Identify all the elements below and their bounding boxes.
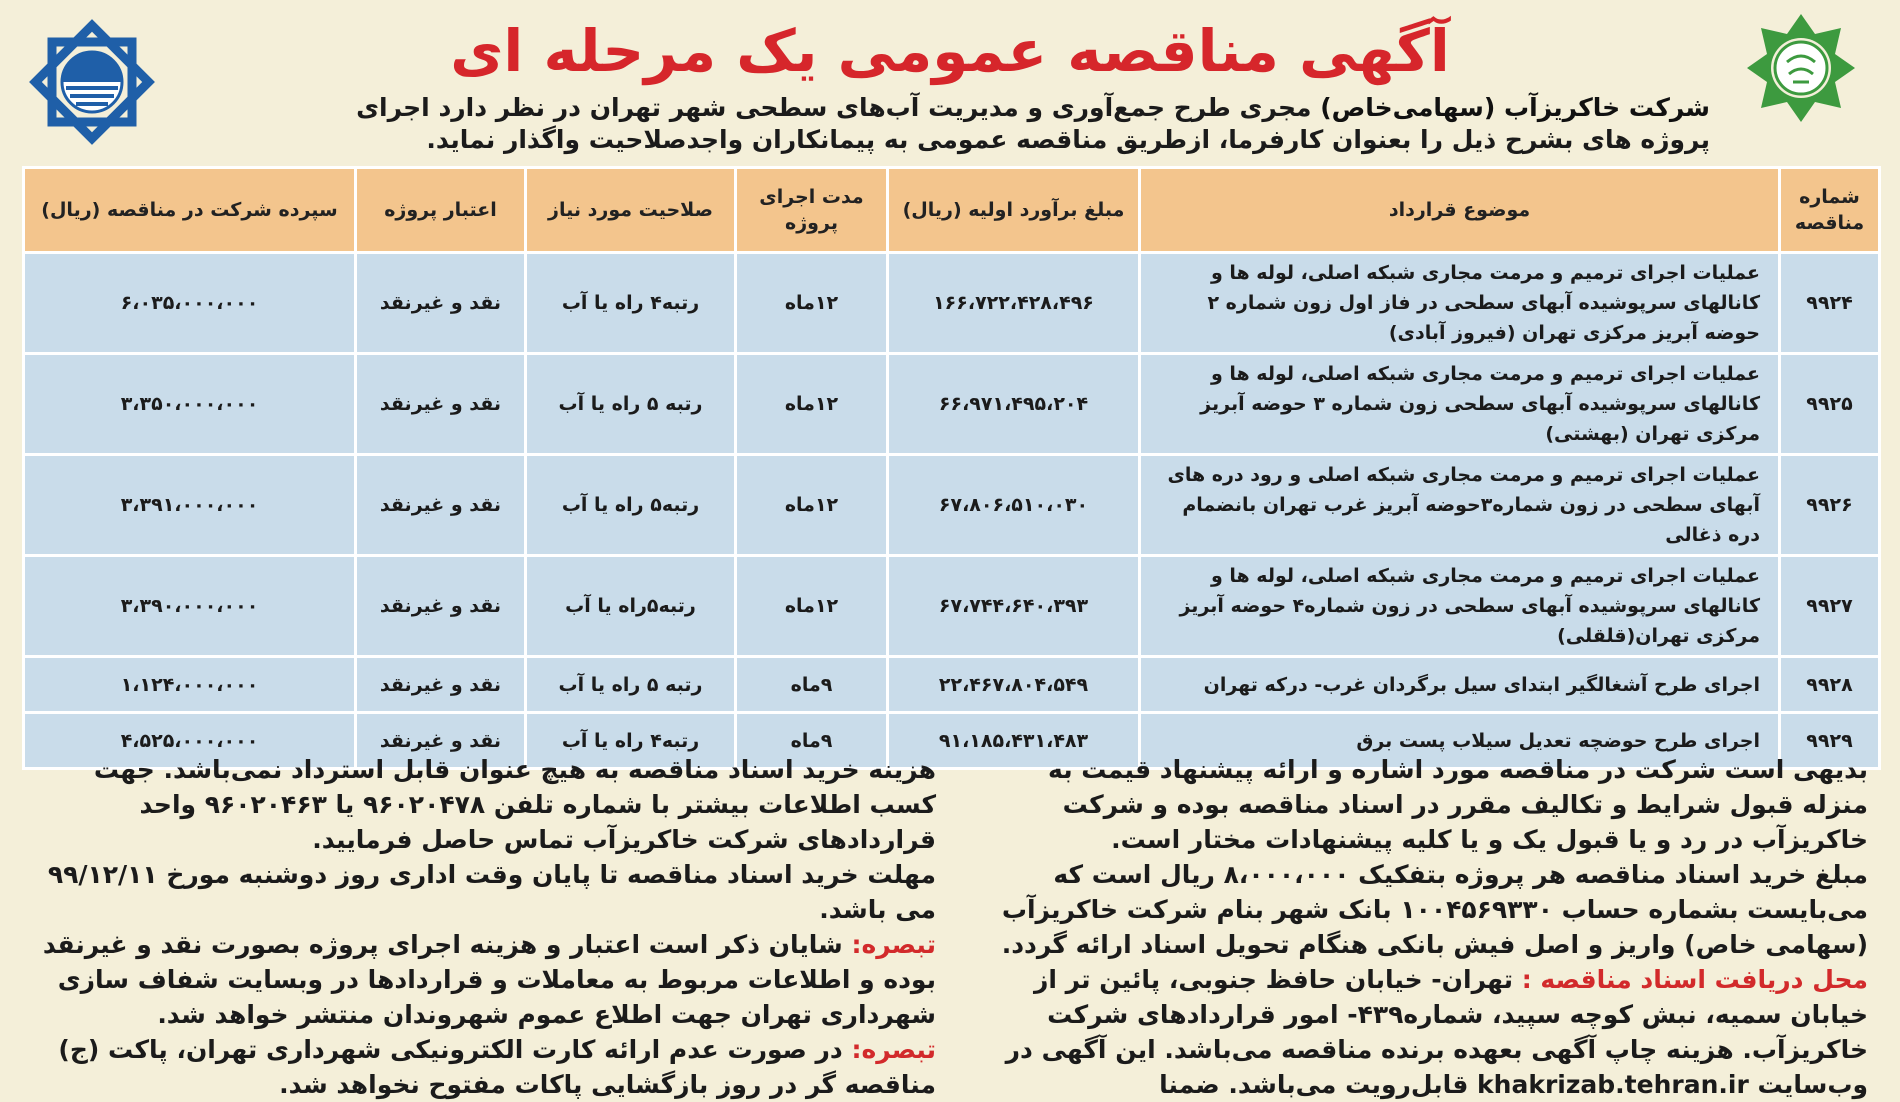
cell-duration: ۱۲ماه <box>736 253 888 354</box>
cell-qualification: رتبه ۵ راه یا آب <box>526 354 736 455</box>
note-1-text: شایان ذکر است اعتبار و هزینه اجرای پروژه بصورت نقد و غیرنقد بوده و اطلاعات مربوط به معاملات و قراردادها در وبسایت شفاف سازی شهرداری تهران جهت اطلاع عموم شهروندان منتشر خواهد شد. <box>42 930 936 1029</box>
cell-number: ۹۹۲۷ <box>1780 556 1880 657</box>
table-row <box>24 556 1880 657</box>
intro-line-1 <box>300 92 1710 124</box>
cell-subject: عملیات اجرای ترمیم و مرمت مجاری شبکه اصلی، لوله ها و کانالهای سرپوشیده آبهای سطحی در فاز اول زون شماره ۲ حوضه آبریز مرکزی تهران (فیروز آبادی) <box>1140 253 1780 354</box>
cell-subject: عملیات اجرای ترمیم و مرمت مجاری شبکه اصلی و رود دره های آبهای سطحی در زون شماره۳حوضه آبریز غرب تهران بانضمام دره ذغالی <box>1140 455 1780 556</box>
cell-subject: عملیات اجرای ترمیم و مرمت مجاری شبکه اصلی، لوله ها و کانالهای سرپوشیده آبهای سطحی زون شماره ۳ حوضه آبریز مرکزی تهران (بهشتی) <box>1140 354 1780 455</box>
header-credit: اعتبار پروژه <box>356 168 526 253</box>
cell-deposit: ۳،۳۹۰،۰۰۰،۰۰۰ <box>24 556 356 657</box>
notes-right-column <box>988 752 1868 1102</box>
note-2-paragraph <box>28 1032 936 1102</box>
table-row <box>24 354 1880 455</box>
cell-number: ۹۹۲۶ <box>1780 455 1880 556</box>
cell-subject: اجرای طرح آشغالگیر ابتدای سیل برگردان غرب- درکه تهران <box>1140 657 1780 713</box>
cell-duration: ۱۲ماه <box>736 455 888 556</box>
table-row <box>24 455 1880 556</box>
cell-subject: اجرای طرح حوضچه تعدیل سیلاب پست برق <box>1140 713 1780 769</box>
cell-qualification: رتبه۴ راه یا آب <box>526 713 736 769</box>
cell-number: ۹۹۲۸ <box>1780 657 1880 713</box>
cell-duration: ۹ماه <box>736 713 888 769</box>
cell-estimate: ۶۷،۸۰۶،۵۱۰،۰۳۰ <box>888 455 1140 556</box>
document-location-label: محل دریافت اسناد مناقصه : <box>1521 965 1868 994</box>
notes-left-column <box>28 752 936 1102</box>
website-link[interactable]: khakrizab.tehran.ir <box>1477 1070 1749 1099</box>
tenders-table <box>22 166 1881 770</box>
note-1-label: تبصره: <box>851 930 936 959</box>
header-subject: موضوع قرارداد <box>1140 168 1780 253</box>
document-location-text: تهران- خیابان حافظ جنوبی، پائین تر از خیابان سمیه، نبش کوچه سپید، شماره۴۳۹- امور قراردادهای شرکت خاکریزآب. هزینه چاپ آگهی بعهده برنده مناقصه می‌باشد. این آگهی در وب‌سایت <box>1005 965 1868 1099</box>
header-deposit: سپرده شرکت در مناقصه (ریال) <box>24 168 356 253</box>
document-location-paragraph <box>988 962 1868 1102</box>
deadline-paragraph: مهلت خرید اسناد مناقصه تا پایان وقت اداری روز دوشنبه مورخ ۹۹/۱۲/۱۱ می باشد. <box>47 860 936 924</box>
cell-qualification: رتبه۴ راه یا آب <box>526 253 736 354</box>
cell-deposit: ۴،۵۲۵،۰۰۰،۰۰۰ <box>24 713 356 769</box>
cell-deposit: ۳،۳۵۰،۰۰۰،۰۰۰ <box>24 354 356 455</box>
cell-credit: نقد و غیرنقد <box>356 556 526 657</box>
cell-duration: ۹ماه <box>736 657 888 713</box>
cell-deposit: ۱،۱۲۴،۰۰۰،۰۰۰ <box>24 657 356 713</box>
cell-deposit: ۶،۰۳۵،۰۰۰،۰۰۰ <box>24 253 356 354</box>
header-number: شماره مناقصه <box>1780 168 1880 253</box>
header-qualification: صلاحیت مورد نیاز <box>526 168 736 253</box>
cell-estimate: ۱۶۶،۷۲۲،۴۲۸،۴۹۶ <box>888 253 1140 354</box>
cell-number: ۹۹۲۵ <box>1780 354 1880 455</box>
cell-subject: عملیات اجرای ترمیم و مرمت مجاری شبکه اصلی، لوله ها و کانالهای سرپوشیده آبهای سطحی در زون شماره۴ حوضه آبریز مرکزی تهران(قلقلی) <box>1140 556 1780 657</box>
note-2-label: تبصره: <box>851 1035 936 1064</box>
cell-estimate: ۶۶،۹۷۱،۴۹۵،۲۰۴ <box>888 354 1140 455</box>
cell-credit: نقد و غیرنقد <box>356 455 526 556</box>
cell-deposit: ۳،۳۹۱،۰۰۰،۰۰۰ <box>24 455 356 556</box>
intro-line-1-rest: مجری طرح جمع‌آوری و مدیریت آب‌های سطحی شهر تهران در نظر دارد اجرای <box>356 93 1321 122</box>
khakrizab-logo-icon <box>22 18 162 146</box>
fee-paragraph: مبلغ خرید اسناد مناقصه هر پروژه بتفکیک ۸،۰۰۰،۰۰۰ ریال است که می‌بایست بشماره حساب ۱۰۰۴۵۶۹۳۳۰ بانک شهر بنام شرکت خاکریزآب (سهامی خاص) واریز و اصل فیش بانکی هنگام تحویل اسناد ارائه گردد. <box>1001 860 1868 959</box>
cell-qualification: رتبه۵ راه یا آب <box>526 455 736 556</box>
cell-number: ۹۹۲۹ <box>1780 713 1880 769</box>
non-refundable-paragraph: هزینه خرید اسناد مناقصه به هیچ عنوان قابل استرداد نمی‌باشد. جهت کسب اطلاعات بیشتر با شماره تلفن ۹۶۰۲۰۴۷۸ یا ۹۶۰۲۰۴۶۳ واحد قراردادهای شرکت خاکریزآب تماس حاصل فرمایید. <box>93 755 936 854</box>
company-name: شرکت خاکریزآب (سهامی‌خاص) <box>1320 93 1710 122</box>
intro-paragraph <box>300 92 1710 156</box>
cell-credit: نقد و غیرنقد <box>356 253 526 354</box>
cell-qualification: رتبه۵راه یا آب <box>526 556 736 657</box>
cell-qualification: رتبه ۵ راه یا آب <box>526 657 736 713</box>
acceptance-paragraph: بدیهی است شرکت در مناقصه مورد اشاره و ارائه پیشنهاد قیمت به منزله قبول شرایط و تکالیف مقرر در اسناد مناقصه بوده و شرکت خاکریزآب در رد و یا قبول یک و یا کلیه پیشنهادات مختار است. <box>1048 755 1868 854</box>
document-location-end: قابل‌رویت می‌باشد. ضمنا <box>1159 1070 1478 1099</box>
page-title: آگهی مناقصه عمومی یک مرحله ای <box>450 17 1450 85</box>
tenders-table-wrapper <box>22 166 1878 752</box>
cell-estimate: ۲۲،۴۶۷،۸۰۴،۵۴۹ <box>888 657 1140 713</box>
cell-number: ۹۹۲۴ <box>1780 253 1880 354</box>
table-row <box>24 657 1880 713</box>
cell-estimate: ۹۱،۱۸۵،۴۳۱،۴۸۳ <box>888 713 1140 769</box>
note-2-text: در صورت عدم ارائه کارت الکترونیکی شهرداری تهران، پاکت (ج) مناقصه گر در روز بازگشایی پاکات مفتوح نخواهد شد. <box>58 1035 936 1099</box>
intro-line-2: پروژه های بشرح ذیل را بعنوان کارفرما، ازطریق مناقصه عمومی به پیمانکاران واجدصلاحیت واگذار نماید. <box>426 125 1710 154</box>
cell-credit: نقد و غیرنقد <box>356 657 526 713</box>
cell-credit: نقد و غیرنقد <box>356 713 526 769</box>
note-1-paragraph <box>28 927 936 1032</box>
cell-estimate: ۶۷،۷۴۴،۶۴۰،۳۹۳ <box>888 556 1140 657</box>
header-duration: مدت اجرای پروژه <box>736 168 888 253</box>
cell-duration: ۱۲ماه <box>736 556 888 657</box>
table-row <box>24 253 1880 354</box>
cell-credit: نقد و غیرنقد <box>356 354 526 455</box>
cell-duration: ۱۲ماه <box>736 354 888 455</box>
header-estimate: مبلغ برآورد اولیه (ریال) <box>888 168 1140 253</box>
tehran-municipality-logo-icon <box>1726 8 1876 128</box>
table-header-row <box>24 168 1880 253</box>
